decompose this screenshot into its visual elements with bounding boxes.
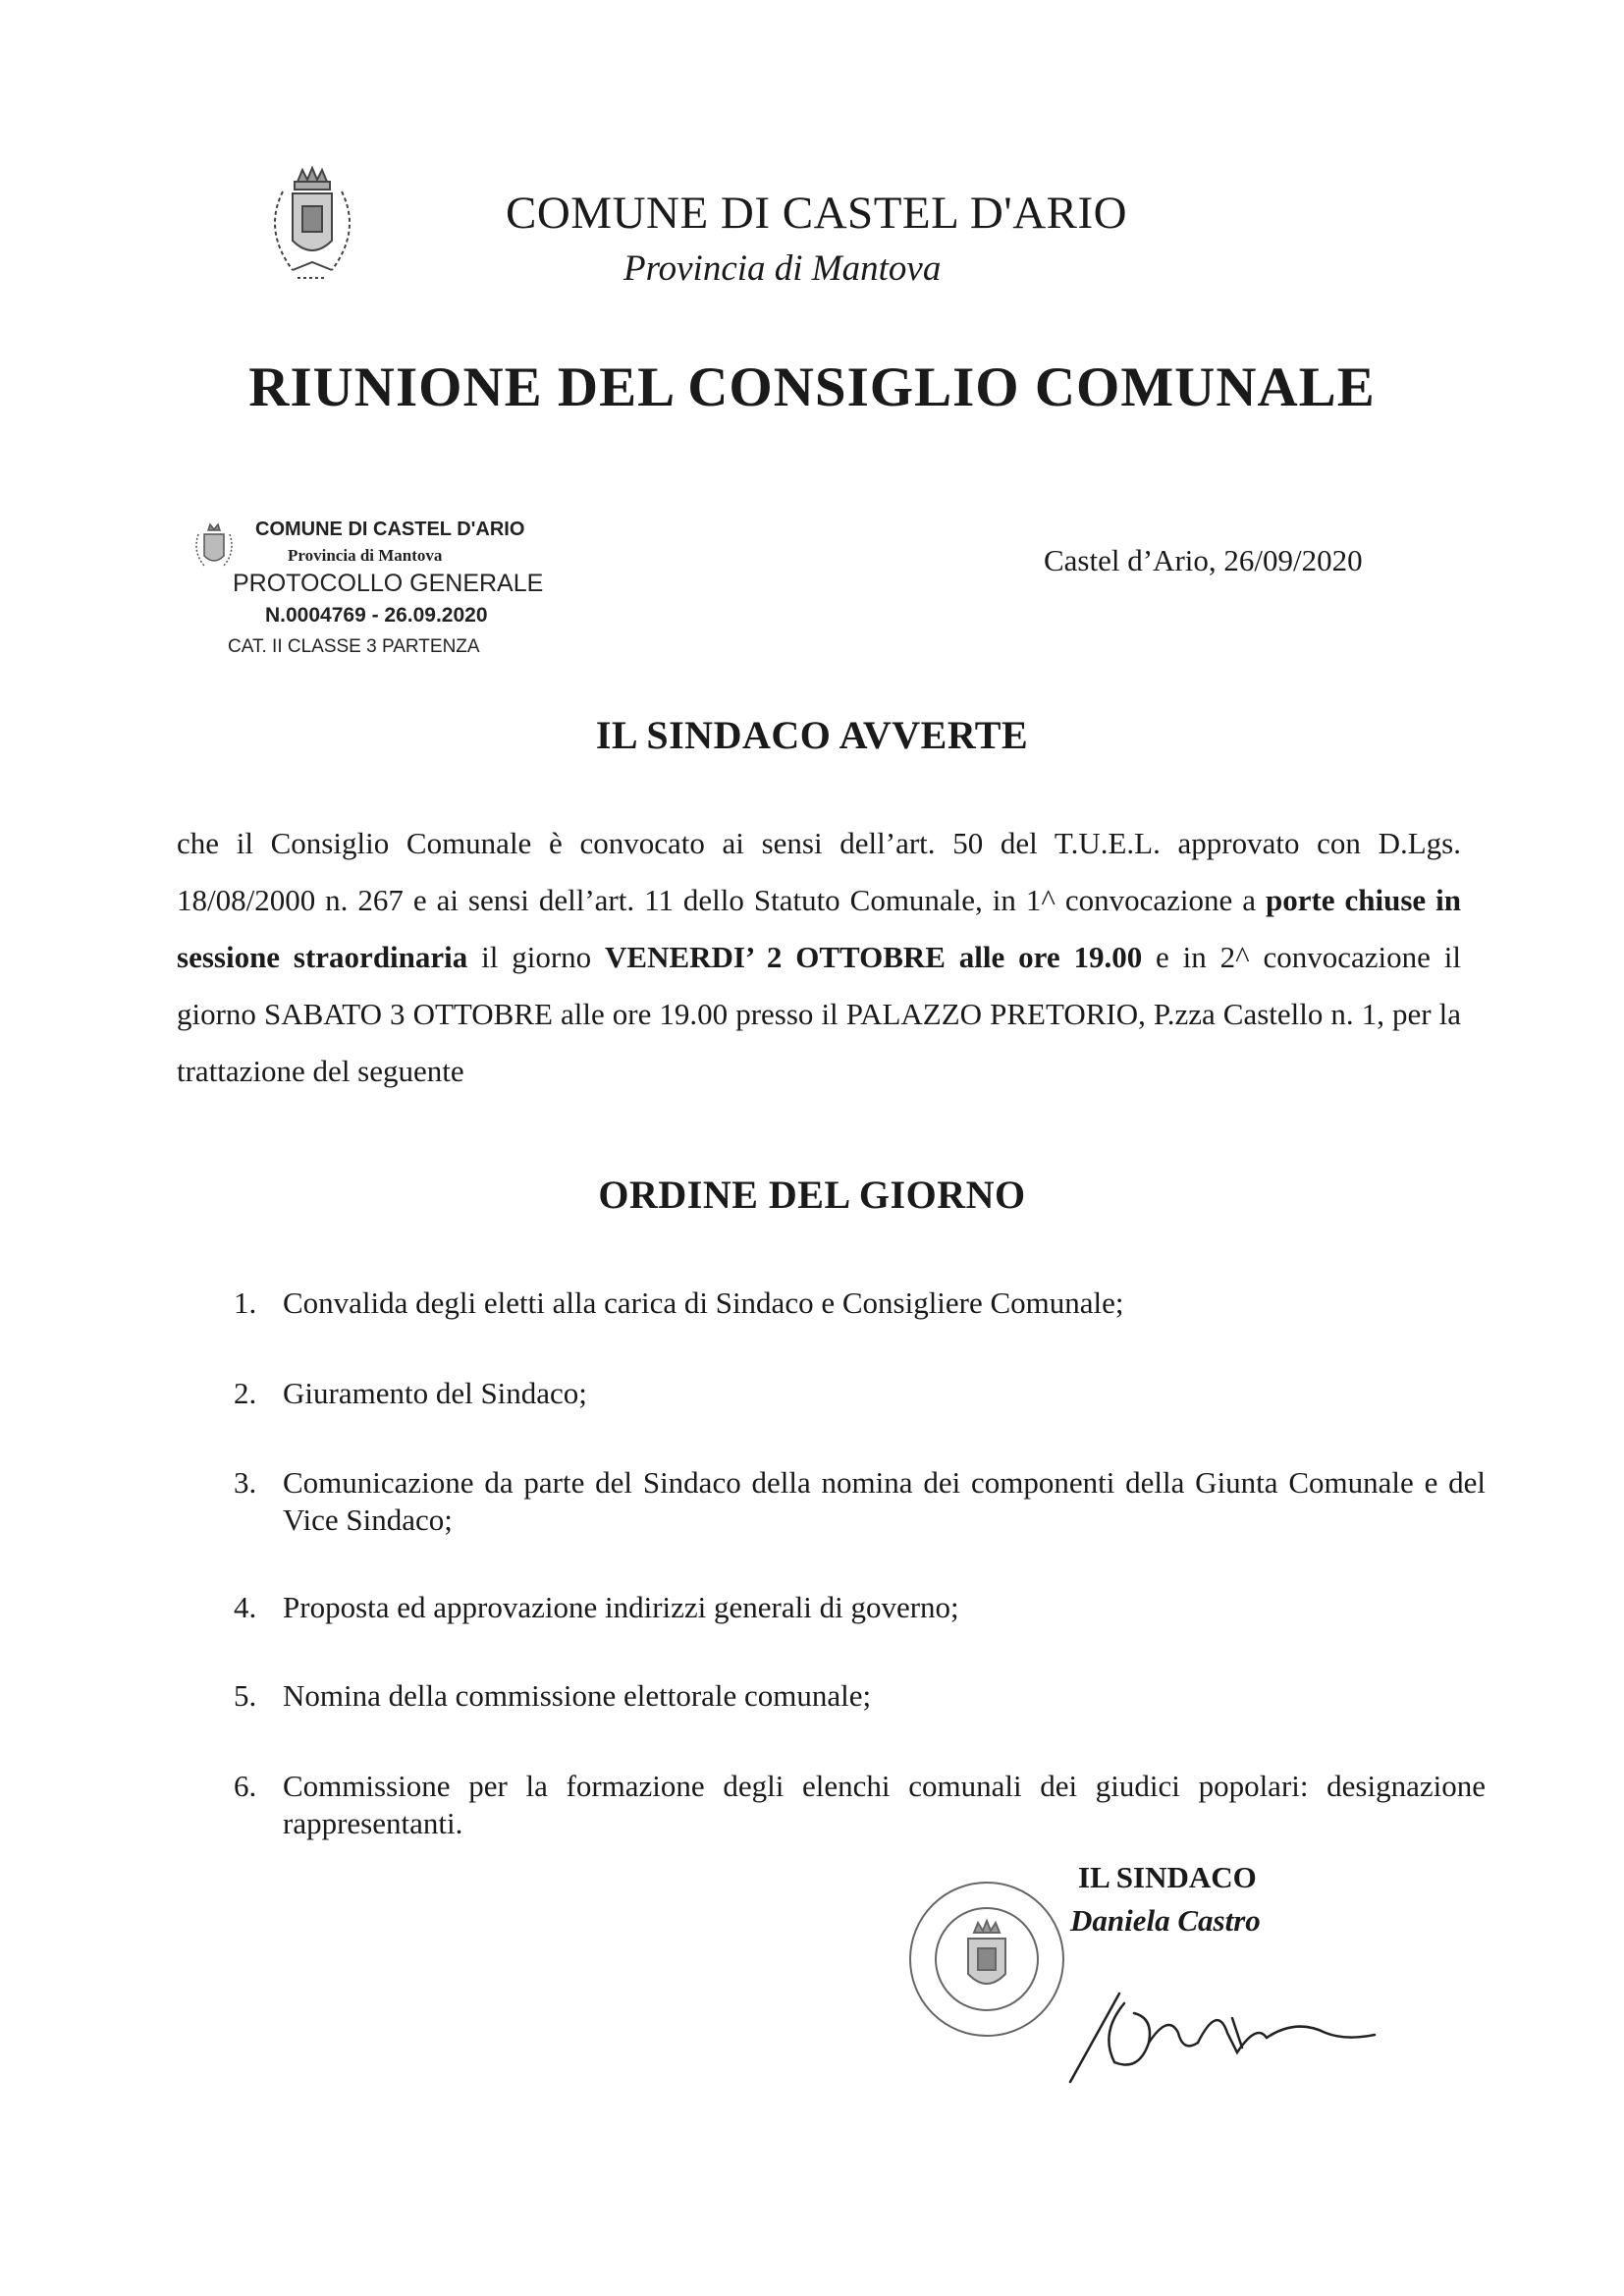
handwritten-signature-icon (1031, 1925, 1394, 2092)
agenda-item-text: Convalida degli eletti alla carica di Sindaco e Consigliere Comunale; (283, 1285, 1124, 1320)
agenda-heading: ORDINE DEL GIORNO (598, 1173, 1026, 1217)
signature-title: IL SINDACO (1078, 1860, 1257, 1894)
municipal-crest-icon (253, 162, 371, 309)
body-text-3: e in 2^ convocazione il giorno SABATO 3 OTTOBRE alle ore 19.00 presso il PALAZZO PRETORIO, P.zza Castello n. 1, per la trattazione del seguente (177, 940, 1461, 1088)
agenda-item-number: 2. (234, 1376, 257, 1410)
municipality-name: COMUNE DI CASTEL D'ARIO (506, 188, 1128, 239)
stamp-province: Provincia di Mantova (288, 546, 443, 565)
agenda-item-number: 1. (234, 1285, 257, 1320)
stamp-municipality: COMUNE DI CASTEL D'ARIO (255, 519, 525, 540)
stamp-crest-icon (190, 522, 238, 574)
stamp-protocol-number: N.0004769 - 26.09.2020 (265, 604, 488, 627)
agenda-item-text: Comunicazione da parte del Sindaco della nomina dei componenti della Giunta Comunale e del Vice Sindaco; (283, 1465, 1486, 1537)
signature-block (903, 1846, 1394, 2102)
convocation-paragraph (177, 815, 1461, 1100)
body-bold-1: porte chiuse in sessione straordinaria (177, 883, 1461, 974)
agenda-item-number: 5. (234, 1678, 257, 1713)
document-title: RIUNIONE DEL CONSIGLIO COMUNALE (248, 356, 1376, 418)
agenda-item-number: 3. (234, 1465, 257, 1500)
signature-name: Daniela Castro (1070, 1903, 1261, 1938)
agenda-item-text: Proposta ed approvazione indirizzi generali di governo; (283, 1590, 959, 1624)
agenda-item-text: Nomina della commissione elettorale comunale; (283, 1678, 872, 1713)
body-text-2: il giorno (467, 940, 606, 974)
agenda-item-number: 6. (234, 1769, 257, 1803)
body-text-1: che il Consiglio Comunale è convocato ai sensi dell’art. 50 del T.U.E.L. approvato con D.Lgs. 18/08/2000 n. 267 e ai sensi dell’art. 11 dello Statuto Comunale, in 1^ convocazione a (177, 826, 1461, 917)
stamp-classification: CAT. II CLASSE 3 PARTENZA (228, 636, 480, 657)
agenda-item-text: Giuramento del Sindaco; (283, 1376, 587, 1410)
province-name: Provincia di Mantova (623, 248, 942, 289)
place-date: Castel d’Ario, 26/09/2020 (1044, 543, 1363, 577)
notice-heading: IL SINDACO AVVERTE (595, 713, 1029, 757)
agenda-item-text: Commissione per la formazione degli elenchi comunali dei giudici popolari: designazione rappresentanti. (283, 1769, 1486, 1840)
agenda-item-number: 4. (234, 1590, 257, 1624)
stamp-register: PROTOCOLLO GENERALE (233, 570, 544, 597)
body-bold-2: VENERDI’ 2 OTTOBRE alle ore 19.00 (605, 940, 1143, 974)
